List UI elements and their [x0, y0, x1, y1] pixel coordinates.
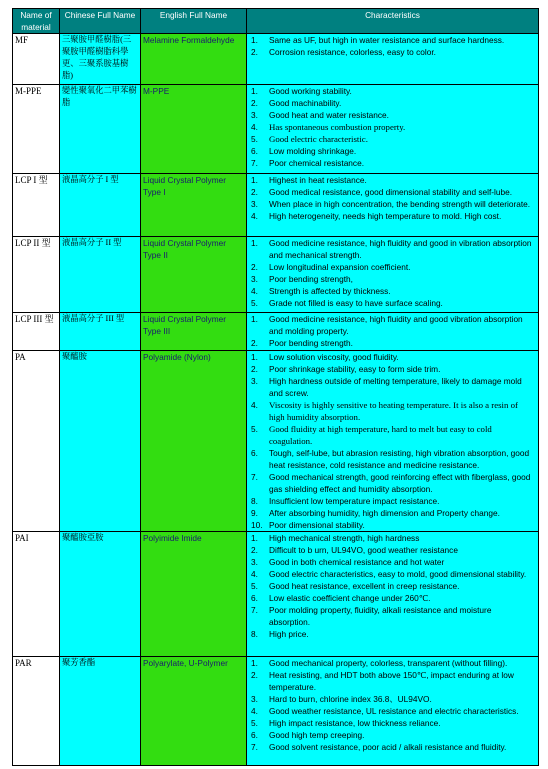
item-text: Good high temp creeping.: [269, 730, 365, 740]
item-number: 5.: [251, 581, 258, 591]
item-number: 1.: [251, 533, 258, 543]
item-text: Good mechanical strength, good reinforcing effect with fiberglass, good gas shielding effect and humidity absorption.: [269, 472, 531, 494]
characteristics-cell: [247, 313, 539, 351]
item-number: 5.: [251, 718, 258, 728]
table-row: [13, 351, 539, 532]
list-item: [249, 399, 536, 423]
item-text: Poor dimensional stability.: [269, 520, 365, 530]
table-row: [13, 34, 539, 85]
material-abbreviation: M-PPE: [13, 85, 60, 174]
characteristics-list: [249, 313, 536, 349]
chinese-full-name: 聚醯胺亞胺: [60, 532, 141, 657]
list-item: [249, 285, 536, 297]
list-item: [249, 741, 536, 753]
english-full-name: Polyamide (Nylon): [141, 351, 247, 532]
item-number: 1.: [251, 352, 258, 362]
item-number: 1.: [251, 658, 258, 668]
item-number: 7.: [251, 742, 258, 752]
item-number: 1.: [251, 35, 258, 45]
item-text: Tough, self-lube, but abrasion resisting, high vibration absorption, good heat resistance, cold resistance and medicine resistance.: [269, 448, 530, 470]
item-text: Good machinability.: [269, 98, 342, 108]
item-text: Good heat and water resistance.: [269, 110, 389, 120]
item-number: 7.: [251, 472, 258, 482]
chinese-full-name: 液晶高分子 I 型: [60, 174, 141, 237]
item-number: 5.: [251, 134, 258, 144]
item-number: 5.: [251, 424, 258, 434]
table-row: [13, 313, 539, 351]
table-body: [13, 34, 539, 766]
materials-table: [12, 8, 539, 766]
list-item: [249, 657, 536, 669]
characteristics-cell: [247, 174, 539, 237]
item-number: 6.: [251, 730, 258, 740]
item-text: Strength is affected by thickness.: [269, 286, 391, 296]
material-abbreviation: LCP II 型: [13, 237, 60, 313]
list-item: [249, 34, 536, 46]
english-full-name: M-PPE: [141, 85, 247, 174]
list-item: [249, 210, 536, 222]
item-number: 1.: [251, 314, 258, 324]
english-full-name: Liquid Crystal Polymer Type II: [141, 237, 247, 313]
list-item: [249, 237, 536, 261]
list-item: [249, 46, 536, 58]
item-text: Corrosion resistance, colorless, easy to color.: [269, 47, 436, 57]
item-text: Difficult to b urn, UL94VO, good weather resistance: [269, 545, 458, 555]
item-number: 7.: [251, 605, 258, 615]
material-abbreviation: LCP I 型: [13, 174, 60, 237]
list-item: [249, 174, 536, 186]
list-item: [249, 519, 536, 531]
item-text: Low solution viscosity, good fluidity.: [269, 352, 399, 362]
list-item: [249, 705, 536, 717]
material-abbreviation: PAI: [13, 532, 60, 657]
item-text: Heat resisting, and HDT both above 150℃, impact enduring at low temperature.: [269, 670, 514, 692]
list-item: [249, 495, 536, 507]
table-row: [13, 532, 539, 657]
table-row: [13, 237, 539, 313]
item-text: Good electric characteristic.: [269, 134, 368, 144]
material-abbreviation: PA: [13, 351, 60, 532]
item-text: Same as UF, but high in water resistance and surface hardness.: [269, 35, 505, 45]
item-text: Grade not filled is easy to have surface scaling.: [269, 298, 443, 308]
item-text: Good fluidity at high temperature, hard to melt but easy to cold coagulation.: [269, 424, 492, 446]
item-number: 3.: [251, 110, 258, 120]
list-item: [249, 669, 536, 693]
item-number: 4.: [251, 286, 258, 296]
item-text: Good weather resistance, UL resistance and electric characteristics.: [269, 706, 519, 716]
list-item: [249, 133, 536, 145]
chinese-full-name: 變性聚氧化二甲苯樹脂: [60, 85, 141, 174]
item-text: Good electric characteristics, easy to mold, good dimensional stability.: [269, 569, 527, 579]
list-item: [249, 273, 536, 285]
list-item: [249, 145, 536, 157]
list-item: [249, 363, 536, 375]
english-full-name: Polyimide Imide: [141, 532, 247, 657]
item-number: 4.: [251, 211, 258, 221]
item-number: 6.: [251, 448, 258, 458]
item-number: 8.: [251, 496, 258, 506]
characteristics-cell: [247, 34, 539, 85]
item-text: Low molding shrinkage.: [269, 146, 357, 156]
item-text: Insufficient low temperature impact resistance.: [269, 496, 440, 506]
list-item: [249, 337, 536, 349]
item-text: Good solvent resistance, poor acid / alkali resistance and fluidity.: [269, 742, 507, 752]
english-full-name: Liquid Crystal Polymer Type III: [141, 313, 247, 351]
material-abbreviation: PAR: [13, 657, 60, 766]
item-text: Good mechanical property, colorless, transparent (without filling).: [269, 658, 508, 668]
characteristics-cell: [247, 85, 539, 174]
list-item: [249, 729, 536, 741]
item-text: High heterogeneity, needs high temperature to mold. High cost.: [269, 211, 502, 221]
item-number: 6.: [251, 146, 258, 156]
item-number: 4.: [251, 569, 258, 579]
list-item: [249, 592, 536, 604]
item-text: Low longitudinal expansion coefficient.: [269, 262, 411, 272]
table-row: [13, 174, 539, 237]
list-item: [249, 97, 536, 109]
item-number: 2.: [251, 670, 258, 680]
list-item: [249, 604, 536, 628]
list-item: [249, 261, 536, 273]
item-number: 4.: [251, 400, 258, 410]
item-number: 7.: [251, 158, 258, 168]
chinese-full-name: 三聚胺甲醛樹脂(三聚胺甲醛樹脂科學更、三聚系胺基樹脂): [60, 34, 141, 85]
item-number: 2.: [251, 338, 258, 348]
header-row: [13, 9, 539, 34]
item-number: 6.: [251, 593, 258, 603]
item-text: Viscosity is highly sensitive to heating temperature. It is also a resin of high humidity absorption.: [269, 400, 518, 422]
item-text: Good medicine resistance, high fluidity and good vibration absorption and molding property.: [269, 314, 523, 336]
characteristics-list: [249, 174, 536, 222]
list-item: [249, 447, 536, 471]
item-text: High impact resistance, low thickness reliance.: [269, 718, 441, 728]
list-item: [249, 580, 536, 592]
item-text: Highest in heat resistance.: [269, 175, 367, 185]
list-item: [249, 313, 536, 337]
list-item: [249, 85, 536, 97]
item-number: 4.: [251, 122, 258, 132]
list-item: [249, 628, 536, 640]
item-number: 4.: [251, 706, 258, 716]
list-item: [249, 568, 536, 580]
item-number: 10.: [251, 520, 263, 530]
list-item: [249, 297, 536, 309]
item-text: Good working stability.: [269, 86, 352, 96]
material-abbreviation: LCP III 型: [13, 313, 60, 351]
item-number: 2.: [251, 545, 258, 555]
item-text: High mechanical strength, high hardness: [269, 533, 420, 543]
table-row: [13, 657, 539, 766]
item-text: After absorbing humidity, high dimension and Property change.: [269, 508, 500, 518]
item-number: 1.: [251, 86, 258, 96]
characteristics-list: [249, 85, 536, 169]
item-number: 3.: [251, 694, 258, 704]
characteristics-cell: [247, 351, 539, 532]
list-item: [249, 544, 536, 556]
list-item: [249, 186, 536, 198]
item-text: Poor bending strength.: [269, 338, 353, 348]
item-text: Poor molding property, fluidity, alkali resistance and moisture absorption.: [269, 605, 492, 627]
characteristics-list: [249, 237, 536, 309]
list-item: [249, 109, 536, 121]
list-item: [249, 375, 536, 399]
item-text: Low elastic coefficient change under 260℃.: [269, 593, 431, 603]
header-name: Name of material: [13, 9, 60, 34]
item-number: 9.: [251, 508, 258, 518]
item-text: Good medical resistance, good dimensional stability and self-lube.: [269, 187, 513, 197]
characteristics-cell: [247, 237, 539, 313]
list-item: [249, 198, 536, 210]
item-number: 2.: [251, 262, 258, 272]
item-number: 2.: [251, 364, 258, 374]
characteristics-list: [249, 34, 536, 58]
item-text: Good in both chemical resistance and hot water: [269, 557, 445, 567]
english-full-name: Polyarylate, U-Polymer: [141, 657, 247, 766]
item-number: 1.: [251, 238, 258, 248]
item-text: Good medicine resistance, high fluidity and good in vibration absorption and mechanical strength.: [269, 238, 532, 260]
item-text: Has spontaneous combustion property.: [269, 122, 406, 132]
item-number: 1.: [251, 175, 258, 185]
item-number: 3.: [251, 274, 258, 284]
table-row: [13, 85, 539, 174]
item-number: 5.: [251, 298, 258, 308]
item-text: High price.: [269, 629, 309, 639]
list-item: [249, 507, 536, 519]
item-number: 3.: [251, 557, 258, 567]
characteristics-list: [249, 657, 536, 753]
list-item: [249, 556, 536, 568]
chinese-full-name: 聚芳香酯: [60, 657, 141, 766]
item-number: 3.: [251, 199, 258, 209]
header-characteristics: Characteristics: [247, 9, 539, 34]
characteristics-cell: [247, 657, 539, 766]
item-number: 8.: [251, 629, 258, 639]
material-abbreviation: MF: [13, 34, 60, 85]
characteristics-list: [249, 532, 536, 640]
item-text: When place in high concentration, the bending strength will deteriorate.: [269, 199, 531, 209]
chinese-full-name: 液晶高分子 III 型: [60, 313, 141, 351]
item-number: 2.: [251, 98, 258, 108]
list-item: [249, 471, 536, 495]
characteristics-cell: [247, 532, 539, 657]
item-text: High hardness outside of melting temperature, likely to damage mold and screw.: [269, 376, 522, 398]
item-number: 2.: [251, 47, 258, 57]
english-full-name: Melamine Formaldehyde: [141, 34, 247, 85]
list-item: [249, 121, 536, 133]
item-number: 2.: [251, 187, 258, 197]
list-item: [249, 351, 536, 363]
item-text: Good heat resistance, excellent in creep resistance.: [269, 581, 460, 591]
header-chinese: Chinese Full Name: [60, 9, 141, 34]
list-item: [249, 532, 536, 544]
english-full-name: Liquid Crystal Polymer Type I: [141, 174, 247, 237]
characteristics-list: [249, 351, 536, 531]
item-text: Poor bending strength,: [269, 274, 353, 284]
list-item: [249, 157, 536, 169]
header-english: English Full Name: [141, 9, 247, 34]
item-text: Poor chemical resistance.: [269, 158, 364, 168]
list-item: [249, 717, 536, 729]
list-item: [249, 423, 536, 447]
item-text: Hard to burn, chlorine index 36.8、UL94VO.: [269, 694, 432, 704]
item-number: 3.: [251, 376, 258, 386]
chinese-full-name: 聚醯胺: [60, 351, 141, 532]
chinese-full-name: 液晶高分子 II 型: [60, 237, 141, 313]
list-item: [249, 693, 536, 705]
item-text: Poor shrinkage stability, easy to form side trim.: [269, 364, 441, 374]
